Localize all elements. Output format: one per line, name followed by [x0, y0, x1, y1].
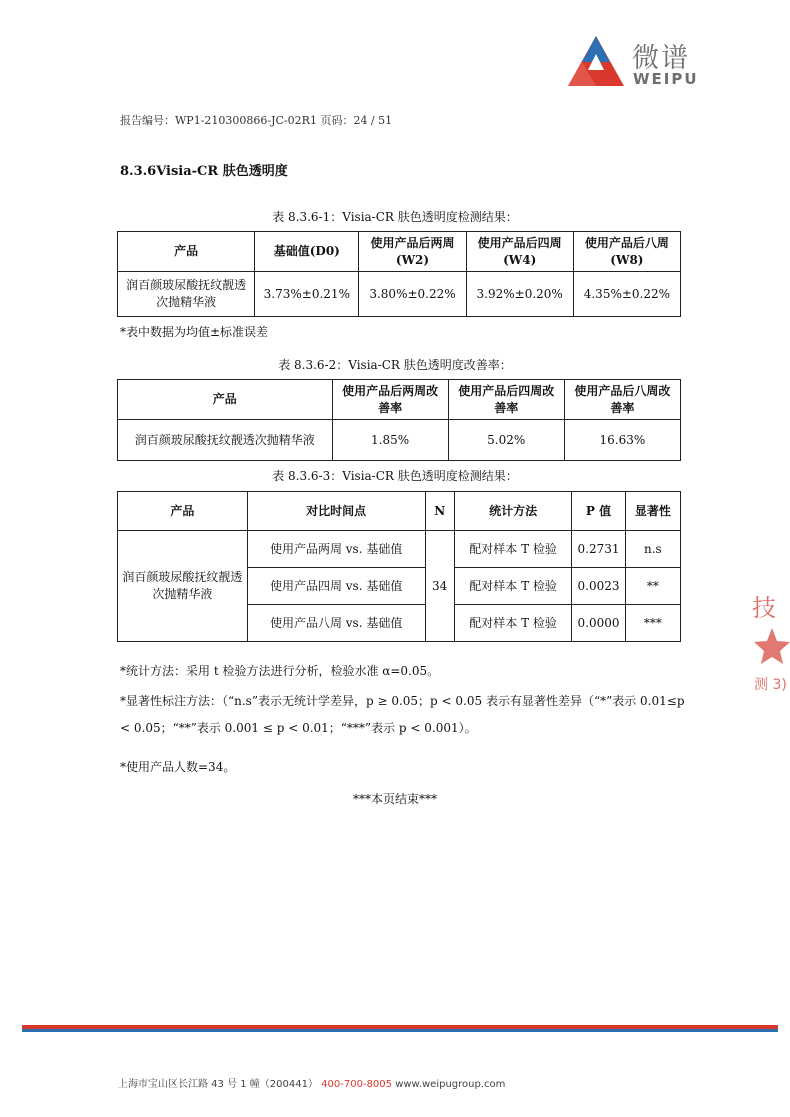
footer-divider	[22, 1025, 778, 1033]
company-seal-stamp	[752, 576, 790, 746]
footer-phone: 400-700-8005	[321, 1079, 393, 1090]
table2-header-w8: 使用产品后八周改善率	[564, 380, 680, 420]
table3-header-n: N	[425, 492, 454, 531]
table2-header-w2: 使用产品后两周改善率	[332, 380, 448, 420]
table3-header-product: 产品	[118, 492, 248, 531]
footer-website: www.weipugroup.com	[395, 1079, 506, 1090]
section-title: 8.3.6Visia-CR 肤色透明度	[120, 164, 288, 179]
table3-caption: 表 8.3.6-3：Visia-CR 肤色透明度检测结果：	[272, 469, 518, 483]
table2-header-product: 产品	[118, 380, 333, 420]
footer-address: 上海市宝山区长江路 43 号 1 幢（200441）	[118, 1079, 318, 1090]
table3-cell-compare: 使用产品四周 vs. 基础值	[247, 568, 425, 605]
table1-caption: 表 8.3.6-1：Visia-CR 肤色透明度检测结果：	[272, 210, 518, 224]
table1	[117, 231, 681, 317]
table3-cell-p: 0.0000	[572, 605, 625, 642]
stat-method-note: *统计方法：采用 t 检验方法进行分析，检验水准 α=0.05。	[120, 664, 440, 678]
table3-header-method: 统计方法	[454, 492, 572, 531]
table1-cell-w8: 4.35%±0.22%	[573, 272, 680, 317]
footer-contact	[118, 1075, 505, 1090]
table3-cell-product: 润百颜玻尿酸抚纹靓透次抛精华液	[118, 531, 248, 642]
table1-header-w2: 使用产品后两周(W2)	[359, 232, 466, 272]
significance-note: *显著性标注方法：（“n.s”表示无统计学差异，p ≥ 0.05；p < 0.05 表示有显著性差异（“*”表示 0.01≤p < 0.05；“**”表示 0.001 ≤ p < 0.01；“***”表示 p < 0.001）。	[120, 694, 685, 735]
table1-cell-product: 润百颜玻尿酸抚纹靓透次抛精华液	[118, 272, 255, 317]
table2-cell-w4: 5.02%	[448, 420, 564, 461]
report-number-line: 报告编号：WP1-210300866-JC-02R1 页码：24 / 51	[120, 114, 393, 127]
table3	[117, 491, 681, 642]
table1-header-product: 产品	[118, 232, 255, 272]
table2-cell-w8: 16.63%	[564, 420, 680, 461]
table3-cell-method: 配对样本 T 检验	[454, 605, 572, 642]
subjects-note: *使用产品人数=34。	[120, 760, 236, 774]
table2	[117, 379, 681, 461]
table3-cell-compare: 使用产品八周 vs. 基础值	[247, 605, 425, 642]
table1-header-w4: 使用产品后四周(W4)	[466, 232, 573, 272]
page-end-mark: ***本页结束***	[352, 792, 437, 806]
stamp-star-icon	[754, 626, 790, 666]
table1-header-d0: 基础值(D0)	[255, 232, 359, 272]
table-row	[118, 531, 681, 568]
table2-caption: 表 8.3.6-2：Visia-CR 肤色透明度改善率：	[278, 358, 512, 372]
table3-cell-p: 0.0023	[572, 568, 625, 605]
table3-cell-method: 配对样本 T 检验	[454, 531, 572, 568]
stamp-text-bottom: 测 3)	[754, 677, 787, 693]
table3-cell-compare: 使用产品两周 vs. 基础值	[247, 531, 425, 568]
table3-header-sig: 显著性	[625, 492, 680, 531]
table2-cell-product: 润百颜玻尿酸抚纹靓透次抛精华液	[118, 420, 333, 461]
table3-cell-method: 配对样本 T 检验	[454, 568, 572, 605]
table3-cell-sig: n.s	[625, 531, 680, 568]
table3-cell-sig: ***	[625, 605, 680, 642]
table1-header-w8: 使用产品后八周(W8)	[573, 232, 680, 272]
stamp-text-top: 技	[752, 594, 776, 622]
table3-cell-n: 34	[425, 531, 454, 642]
company-logo	[566, 34, 716, 90]
table1-note: *表中数据为均值±标准误差	[120, 325, 269, 339]
table3-header-compare: 对比时间点	[247, 492, 425, 531]
table3-cell-sig: **	[625, 568, 680, 605]
table2-cell-w2: 1.85%	[332, 420, 448, 461]
table1-cell-d0: 3.73%±0.21%	[255, 272, 359, 317]
table3-cell-p: 0.2731	[572, 531, 625, 568]
table1-cell-w2: 3.80%±0.22%	[359, 272, 466, 317]
logo-chinese-name: 微谱	[632, 43, 690, 74]
table3-header-p: P 值	[572, 492, 625, 531]
table2-header-w4: 使用产品后四周改善率	[448, 380, 564, 420]
table1-cell-w4: 3.92%±0.20%	[466, 272, 573, 317]
logo-english-name: WEIPU	[633, 70, 699, 88]
logo-mark-icon	[566, 34, 626, 90]
